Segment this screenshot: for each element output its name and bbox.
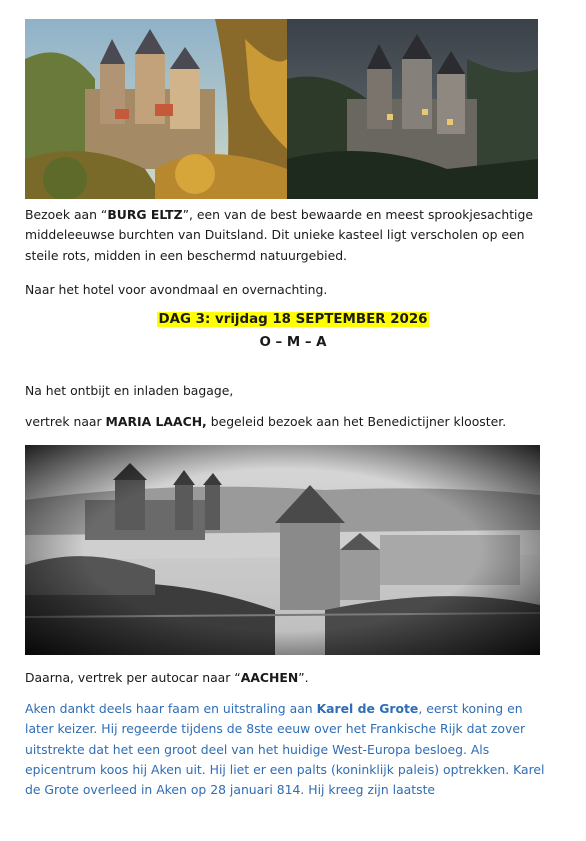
karel-de-grote-name: Karel de Grote [316, 701, 419, 716]
castle-dusk-photo [287, 19, 538, 199]
maria-laach-paragraph [25, 412, 545, 432]
castle-day-photo [25, 19, 287, 199]
monastery-photo-bw-icon [25, 445, 540, 655]
burg-eltz-name: BURG ELTZ [107, 207, 183, 222]
p5-text-rest: ”. [298, 670, 309, 685]
p5-text: Daarna, vertrek per autocar naar “ [25, 670, 241, 685]
p1-text-rest: ”, een van de best bewaarde en meest sprookjesachtige middeleeuwse burchten van Duitsland. Dit unieke kasteel ligt verscholen op een steile rots, midden in een beschermd natuurgebied. [25, 207, 533, 263]
p6-text: Aken dankt deels haar faam en uitstraling aan [25, 701, 317, 716]
breakfast-paragraph: Na het ontbijt en inladen bagage, [25, 383, 234, 398]
karel-de-grote-paragraph [25, 699, 545, 800]
day-heading [0, 310, 586, 330]
castle-photo-autumn-icon [25, 19, 287, 199]
aachen-paragraph [25, 668, 545, 688]
p6-text-rest: , eerst koning en later keizer. Hij regeerde tijdens de 8ste eeuw over het Frankische Rijk dat zover uitstrekte dat het een groot deel van het huidige West-Europa besloeg. Als epicentrum koos hij Aken uit. Hij liet er een palts (koninklijk paleis) optrekken. Karel de Grote overleed in Aken op 28 januari 814. Hij kreeg zijn laatste [25, 701, 545, 798]
aachen-name: AACHEN [240, 670, 299, 685]
maria-laach-name: MARIA LAACH, [105, 414, 207, 429]
p1-text: Bezoek aan “ [25, 207, 108, 222]
day-heading-highlight: DAG 3: vrijdag 18 SEPTEMBER 2026 [158, 312, 428, 327]
oma-heading: O – M – A [259, 335, 327, 350]
monastery-photo [25, 445, 540, 655]
p4-text: vertrek naar [25, 414, 106, 429]
burg-eltz-paragraph [25, 205, 545, 266]
hotel-paragraph: Naar het hotel voor avondmaal en overnachting. [25, 282, 328, 297]
p4-text-rest: begeleid bezoek aan het Benedictijner klooster. [206, 414, 507, 429]
castle-photo-dusk-icon [287, 19, 538, 199]
